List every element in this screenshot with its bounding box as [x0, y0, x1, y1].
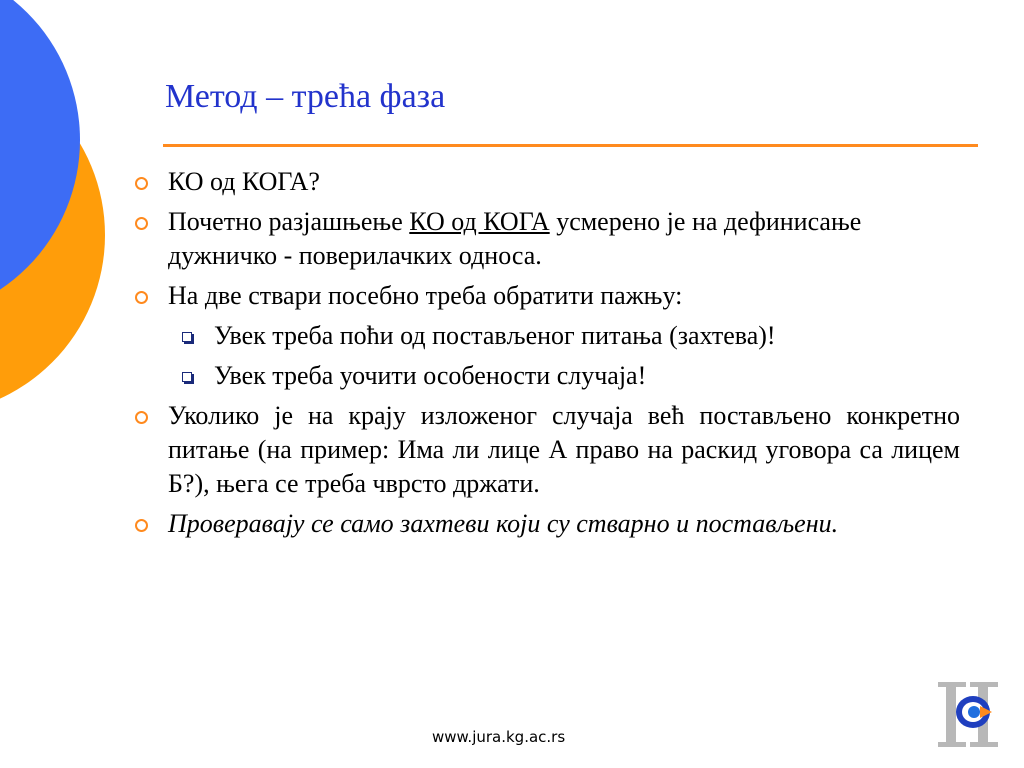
title-underline [163, 144, 978, 147]
bullet-item [130, 165, 960, 199]
square-bullet-icon [182, 332, 192, 342]
circle-bullet-icon [135, 411, 148, 424]
square-bullet-icon [182, 372, 192, 382]
circle-bullet-icon [135, 291, 148, 304]
bullet-item [130, 399, 960, 501]
sub-bullet-item [130, 359, 960, 393]
faculty-logo-icon [936, 680, 1000, 750]
circle-bullet-icon [135, 177, 148, 190]
bullet-text: Уколико је на крају изложеног случаја већ постављено конкретно питање (на пример: Има ли лице А право на раскид уговора са лицем Б?), њега се треба чврсто држати. [168, 401, 960, 498]
sub-bullet-item [130, 319, 960, 353]
bullet-text-post: усмерено је на дефинисање дужничко - поверилачких односа. [168, 207, 862, 270]
bullet-text: КО од КОГА? [168, 167, 320, 196]
circle-bullet-icon [135, 519, 148, 532]
sub-bullet-text: Увек треба поћи од постављеног питања (захтева)! [214, 321, 776, 350]
bullet-text-pre: Почетно разјашњење [168, 207, 410, 236]
bullet-item [130, 507, 960, 541]
slide-title: Метод – трећа фаза [165, 78, 446, 115]
sub-bullet-text: Увек треба уочити особености случаја! [214, 361, 647, 390]
decorative-circles [0, 0, 120, 400]
bullet-text: Проверавају се само захтеви који су стварно и постављени. [168, 509, 839, 538]
bullet-item [130, 205, 960, 273]
bullet-text: На две ствари посебно треба обратити пажњу: [168, 281, 683, 310]
bullet-text-underlined: КО од КОГА [409, 207, 550, 236]
bullet-item [130, 279, 960, 313]
footer-url: www.jura.kg.ac.rs [432, 728, 566, 746]
slide-content [130, 165, 960, 547]
circle-bullet-icon [135, 217, 148, 230]
